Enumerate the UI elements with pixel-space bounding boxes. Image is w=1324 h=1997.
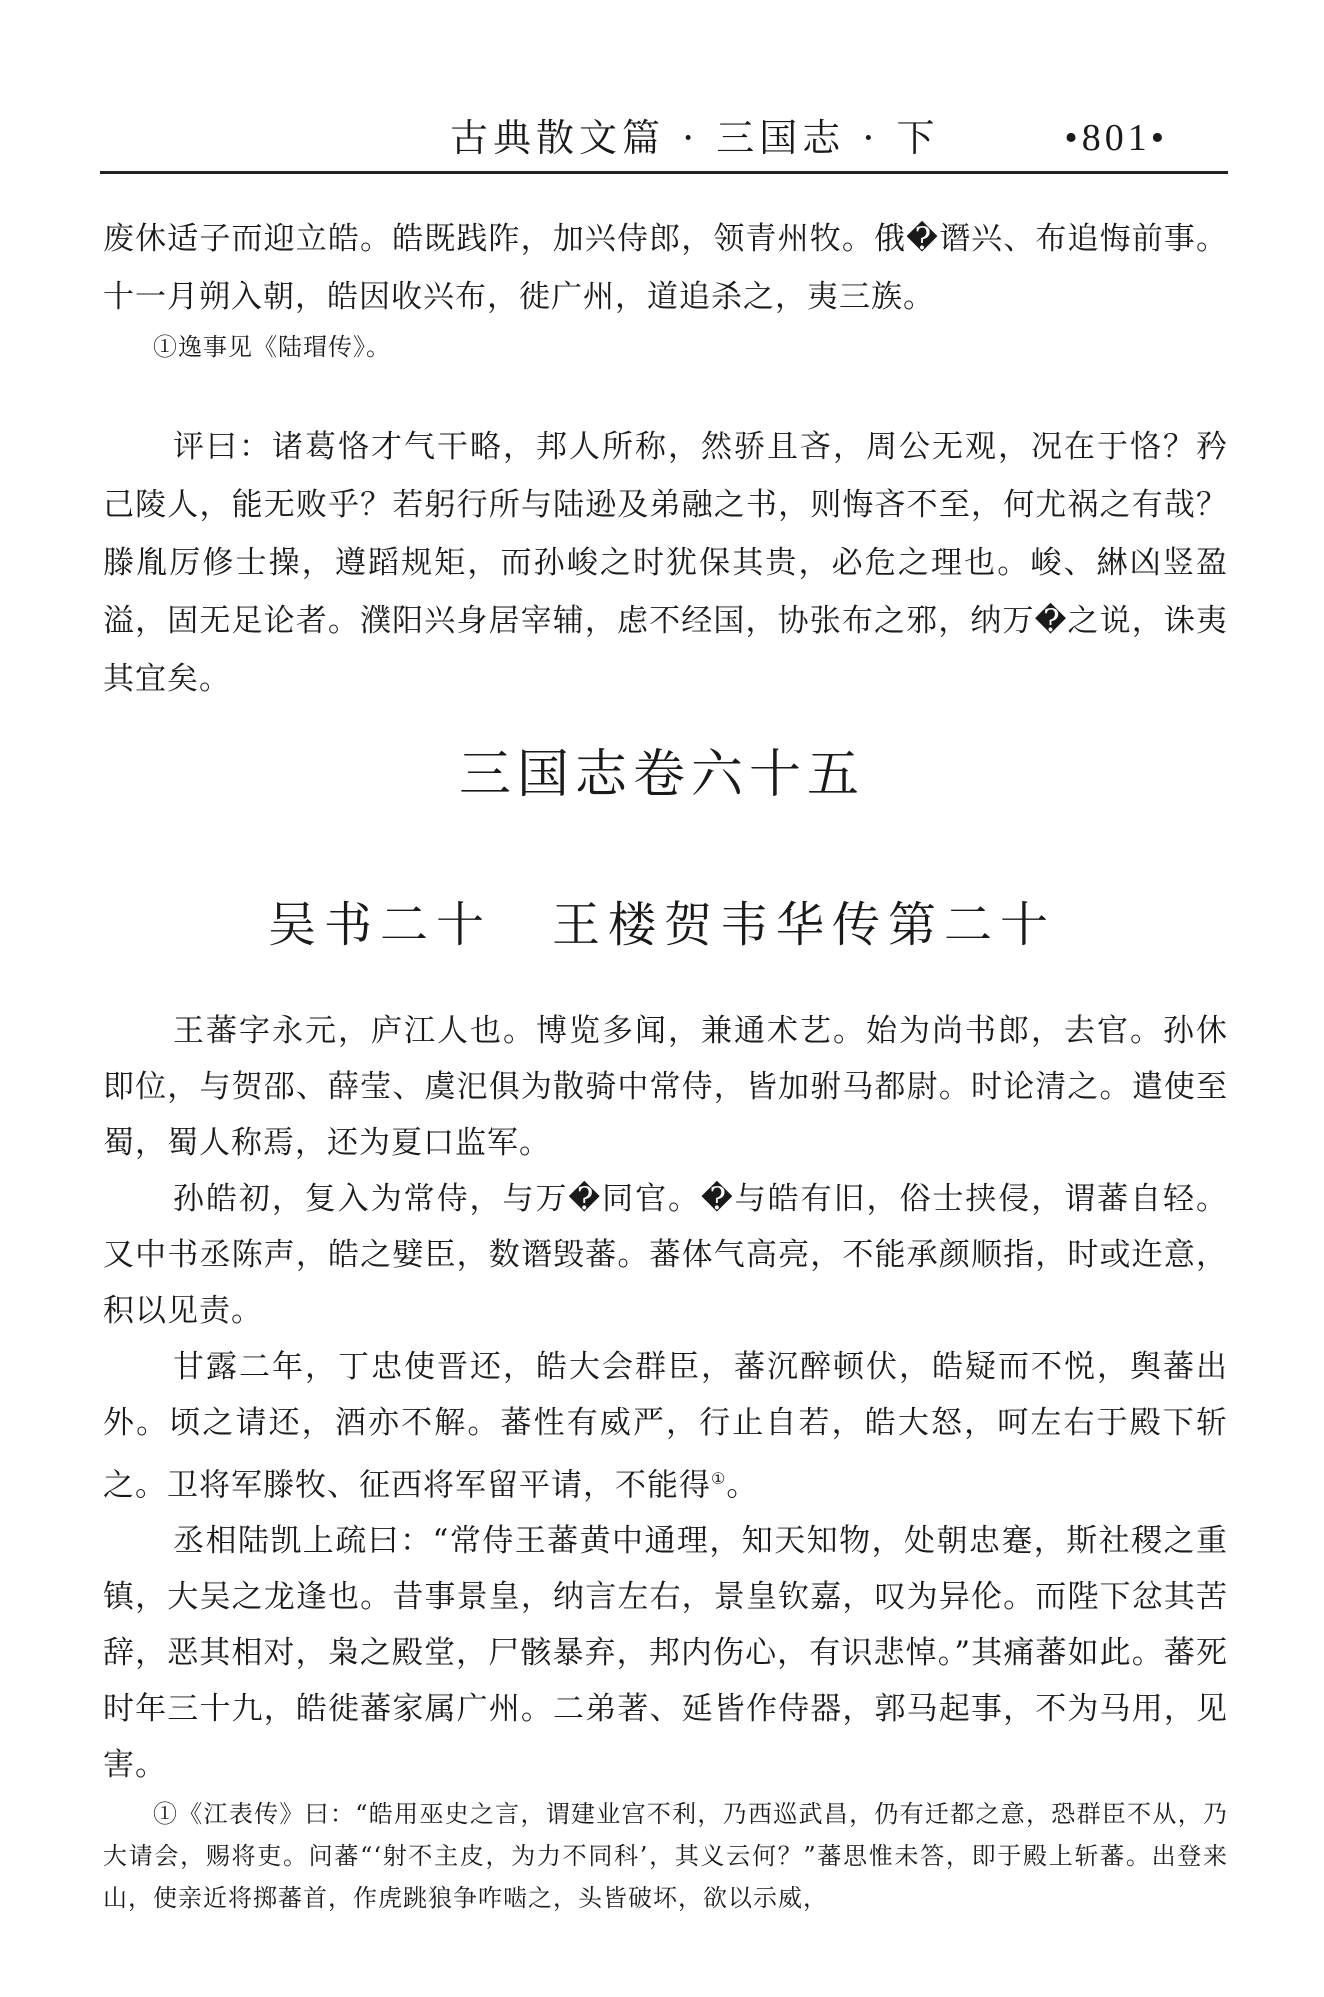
paragraph: 孙皓初，复入为常侍，与万�同官。�与皓有旧，俗士挟侵，谓蕃自轻。又中书丞陈声，皓之嬖臣，数谮毁蕃。蕃体气高亮，不能承颜顺指，时或迕意，积以见责。: [103, 1181, 1228, 1329]
text-block-top: [103, 210, 1228, 368]
volume-title: 三国志卷六十五: [458, 745, 865, 805]
paragraph: 丞相陆凯上疏曰：“常侍王蕃黄中通理，知天知物，处朝忠蹇，斯社稷之重镇，大吴之龙逢也。昔事景皇，纳言左右，景皇钦嘉，叹为异伦。而陛下忿其苦辞，恶其相对，枭之殿堂，尸骸暴弃，邦内伤心，有识悲悼。”其痛蕃如此。蕃死时年三十九，皓徙蕃家属广州。二弟著、延皆作侍器，郭马起事，不为马用，见害。: [103, 1523, 1228, 1784]
chapter-title-part1: 吴书二十: [267, 897, 492, 953]
footnote: ①《江表传》曰：“皓用巫史之言，谓建业宫不利，乃西巡武昌，仍有迁都之意，恐群臣不从，乃大请会，赐将吏。问蕃“‘射不主皮，为力不同科’，其义云何？”蕃思惟未答，即于殿上斩蕃。出登来山，使亲近将掷蕃首，作虎跳狼争咋啮之，头皆破坏，欲以示威，: [103, 1800, 1228, 1913]
header-rule: [100, 171, 1228, 174]
footnote: ①逸事见《陆瑁传》。: [153, 333, 391, 361]
commentary-block: [103, 418, 1228, 708]
paragraph-text: 甘露二年，丁忠使晋还，皓大会群臣，蕃沉醉顿伏，皓疑而不悦，舆蕃出外。顷之请还，酒亦不解。蕃性有威严，行止自若，皓大怒，呵左右于殿下斩之。卫将军滕牧、征西将军留平请，不能得: [103, 1349, 1228, 1504]
chapter-title: [0, 880, 1324, 970]
paragraph: [103, 1339, 1228, 1513]
footnote-marker: ①: [711, 1469, 727, 1488]
commentary-paragraph: 评曰：诸葛恪才气干略，邦人所称，然骄且吝，周公无观，况在于恪？矜己陵人，能无败乎？若躬行所与陆逊及弟融之书，则悔吝不至，何尤祸之有哉？滕胤厉修士操，遵蹈规矩，而孙峻之时犹保其贵，必危之理也。峻、綝凶竖盈溢，固无足论者。濮阳兴身居宰辅，虑不经国，协张布之邪，纳万�之说，诛夷其宜矣。: [103, 429, 1228, 697]
paragraph-end: 。: [726, 1467, 759, 1504]
chapter-body: [103, 1003, 1228, 1919]
header-title: 古典散文篇 · 三国志 · 下: [450, 116, 940, 160]
page-number: •801•: [1064, 117, 1168, 159]
paragraph: 废休适子而迎立皓。皓既践阼，加兴侍郎，领青州牧。俄�谮兴、布追悔前事。十一月朔入朝，皓因收兴布，徙广州，道追杀之，夷三族。: [103, 221, 1228, 315]
paragraph: 王蕃字永元，庐江人也。博览多闻，兼通术艺。始为尚书郎，去官。孙休即位，与贺邵、薛莹、虞汜俱为散骑中常侍，皆加驸马都尉。时论清之。遣使至蜀，蜀人称焉，还为夏口监军。: [103, 1013, 1228, 1161]
running-header: [100, 108, 1228, 168]
chapter-title-part2: 王楼贺韦华传第二十: [552, 897, 1057, 953]
